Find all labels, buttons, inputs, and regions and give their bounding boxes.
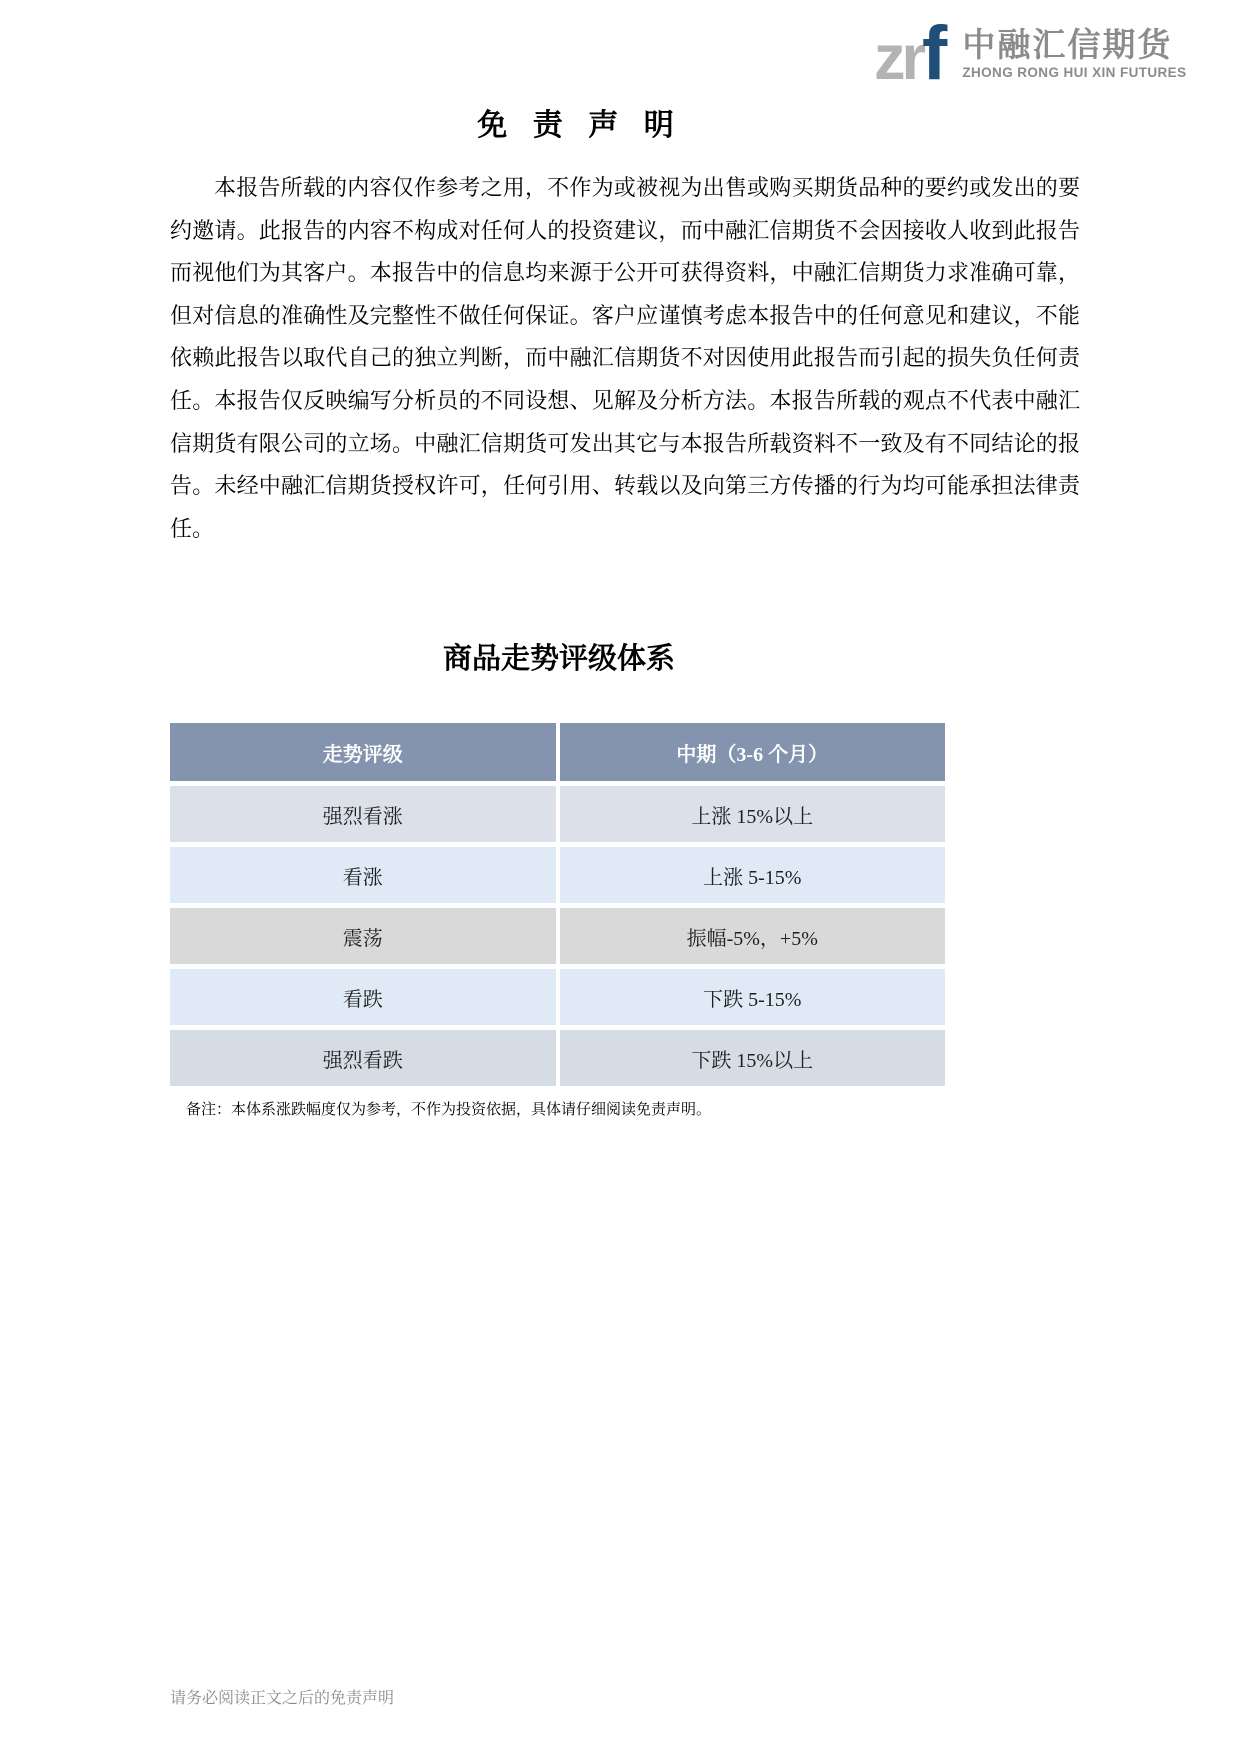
rating-system-title: 商品走势评级体系 [442, 643, 675, 675]
range-cell: 下跌 5-15% [560, 969, 946, 1025]
logo-f-letter: f [922, 11, 948, 96]
rating-cell: 强烈看跌 [170, 1030, 556, 1086]
footer-disclaimer-reminder: 请务必阅读正文之后的免责声明 [170, 1690, 395, 1707]
table-row [170, 847, 945, 903]
rating-table-header-row [170, 723, 945, 781]
rating-cell: 看涨 [170, 847, 556, 903]
header-cell-midterm: 中期（3-6 个月） [560, 723, 946, 781]
table-row [170, 786, 945, 842]
company-name-en: ZHONG RONG HUI XIN FUTURES [962, 65, 1187, 81]
rating-cell: 看跌 [170, 969, 556, 1025]
rating-table [166, 718, 949, 1091]
logo-wordmark [962, 25, 1187, 84]
table-row [170, 908, 945, 964]
rating-table-note: 备注：本体系涨跌幅度仅为参考，不作为投资依据，具体请仔细阅读免责声明。 [186, 1102, 712, 1118]
company-name-cn: 中融汇信期货 [962, 25, 1173, 63]
range-cell: 下跌 15%以上 [560, 1030, 946, 1086]
table-row [170, 969, 945, 1025]
zrf-logo-icon [874, 11, 948, 96]
logo-zr-letters: zr [874, 23, 923, 93]
range-cell: 上涨 15%以上 [560, 786, 946, 842]
rating-cell: 强烈看涨 [170, 786, 556, 842]
company-logo [874, 11, 1187, 96]
range-cell: 上涨 5-15% [560, 847, 946, 903]
disclaimer-title: 免 责 声 明 [477, 109, 683, 142]
range-cell: 振幅-5%，+5% [560, 908, 946, 964]
table-row [170, 1030, 945, 1086]
disclaimer-paragraph: 本报告所载的内容仅作参考之用，不作为或被视为出售或购买期货品种的要约或发出的要约邀请。此报告的内容不构成对任何人的投资建议，而中融汇信期货不会因接收人收到此报告而视他们为其客户。本报告中的信息均来源于公开可获得资料，中融汇信期货力求准确可靠，但对信息的准确性及完整性不做任何保证。客户应谨慎考虑本报告中的任何意见和建议，不能依赖此报告以取代自己的独立判断，而中融汇信期货不对因使用此报告而引起的损失负任何责任。本报告仅反映编写分析员的不同设想、见解及分析方法。本报告所载的观点不代表中融汇信期货有限公司的立场。中融汇信期货可发出其它与本报告所载资料不一致及有不同结论的报告。未经中融汇信期货授权许可，任何引用、转载以及向第三方传播的行为均可能承担法律责任。 [170, 175, 1080, 541]
header-cell-rating: 走势评级 [170, 723, 556, 781]
rating-cell: 震荡 [170, 908, 556, 964]
